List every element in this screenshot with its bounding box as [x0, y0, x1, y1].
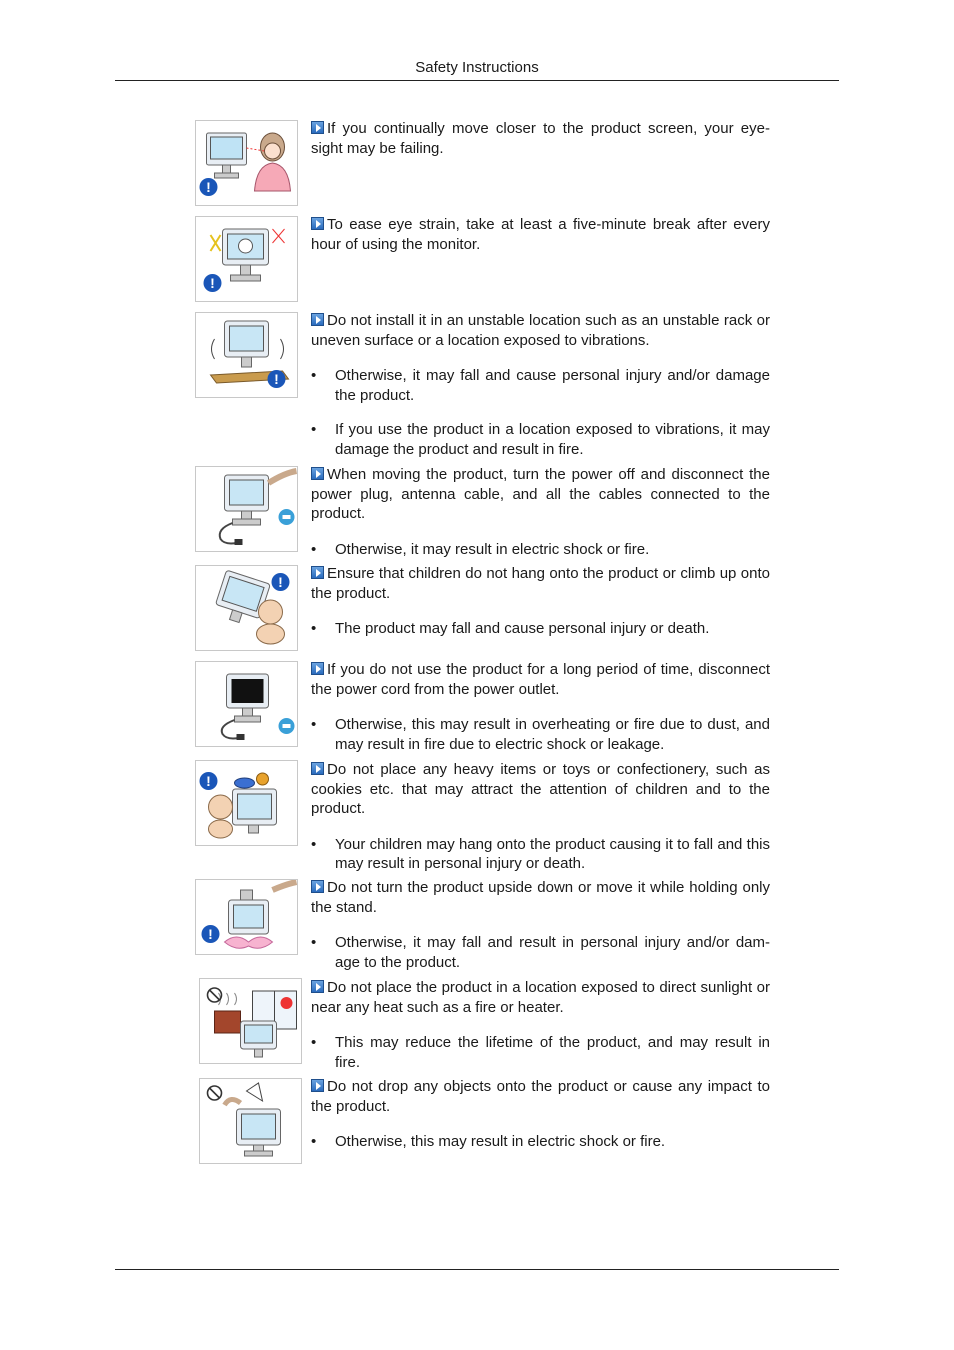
play-marker-icon: [311, 880, 324, 893]
svg-text:!: !: [206, 179, 211, 195]
bullet-list: [311, 619, 770, 639]
svg-text:!: !: [210, 275, 215, 291]
play-marker-icon: [311, 762, 324, 775]
instruction-text: Do not place the product in a location exposed to direct sunlight or near any heat such as a fire or heater.: [311, 979, 770, 1016]
illustration-moving-product: [195, 466, 298, 552]
warning-icon: [200, 772, 218, 790]
header-rule: [115, 80, 839, 81]
play-marker-icon: [311, 467, 324, 480]
svg-text:!: !: [278, 574, 283, 590]
play-marker-icon: [311, 217, 324, 230]
play-marker-icon: [311, 121, 324, 134]
bullet-list: [311, 1033, 770, 1072]
warning-icon: [200, 178, 218, 196]
instruction-text: Do not install it in an unstable location such as an unstable rack or uneven surface or a location exposed to vibrations.: [311, 312, 770, 349]
warning-icon: [204, 274, 222, 292]
bullet-list: [311, 1132, 770, 1152]
svg-text:!: !: [206, 773, 211, 789]
bullet-item: • This may reduce the lifetime of the product, and may result in fire.: [311, 1033, 770, 1072]
bullet-item: • Otherwise, this may result in electric shock or fire.: [311, 1132, 770, 1152]
warning-icon: [268, 370, 286, 388]
svg-text:!: !: [274, 371, 279, 387]
instruction-text: Ensure that children do not hang onto the product or climb up onto the product.: [311, 565, 770, 602]
illustration-eye-strain: [195, 216, 298, 302]
unplug-icon: [279, 718, 295, 734]
bullet-list: [311, 715, 770, 754]
header-title: Safety Instructions: [415, 59, 539, 76]
illustration-impact: [199, 1078, 302, 1164]
play-marker-icon: [311, 662, 324, 675]
svg-text:!: !: [208, 926, 213, 942]
prohibited-icon: [208, 1086, 222, 1100]
bullet-item: • Your children may hang onto the product causing it to fall and this may result in personal injury or death.: [311, 835, 770, 874]
warning-icon: [272, 573, 290, 591]
illustration-eye-distance: [195, 120, 298, 206]
instruction-text: When moving the product, turn the power off and disconnect the power plug, antenna cable, and all the cables connected to the product.: [311, 466, 770, 522]
instruction-text: To ease eye strain, take at least a five-minute break after every hour of using the monitor.: [311, 216, 770, 253]
bullet-item: • Otherwise, it may result in electric shock or fire.: [311, 540, 770, 560]
illustration-sunlight-heat: [199, 978, 302, 1064]
bullet-list: [311, 933, 770, 972]
play-marker-icon: [311, 980, 324, 993]
instruction-text: Do not turn the product upside down or move it while holding only the stand.: [311, 879, 770, 916]
footer-rule: [115, 1269, 839, 1270]
illustration-long-period-unplug: [195, 661, 298, 747]
illustration-children-climbing: [195, 565, 298, 651]
bullet-list: [311, 835, 770, 874]
play-marker-icon: [311, 313, 324, 326]
illustration-holding-stand: [195, 879, 298, 955]
instruction-text: Do not drop any objects onto the product or cause any impact to the product.: [311, 1078, 770, 1115]
instruction-text: If you continually move closer to the product screen, your eye-sight may be failing.: [311, 120, 770, 157]
bullet-item: • Otherwise, it may fall and cause personal injury and/or damage the product.: [311, 366, 770, 405]
illustration-unstable-location: [195, 312, 298, 398]
illustration-heavy-items: [195, 760, 298, 846]
bullet-item: • Otherwise, this may result in overheating or fire due to dust, and may result in fire due to electric shock or leakage.: [311, 715, 770, 754]
play-marker-icon: [311, 566, 324, 579]
warning-icon: [202, 925, 220, 943]
play-marker-icon: [311, 1079, 324, 1092]
bullet-item: • If you use the product in a location exposed to vibrations, it may damage the product and result in fire.: [311, 420, 770, 459]
bullet-list: [311, 540, 770, 560]
bullet-item: • The product may fall and cause personal injury or death.: [311, 619, 770, 639]
bullet-list: [311, 366, 770, 459]
instruction-text: If you do not use the product for a long period of time, disconnect the power cord from the power outlet.: [311, 661, 770, 698]
bullet-item: • Otherwise, it may fall and result in personal injury and/or dam-age to the product.: [311, 933, 770, 972]
unplug-icon: [279, 509, 295, 525]
instruction-text: Do not place any heavy items or toys or confectionery, such as cookies etc. that may attract the attention of children and to the product.: [311, 761, 770, 817]
